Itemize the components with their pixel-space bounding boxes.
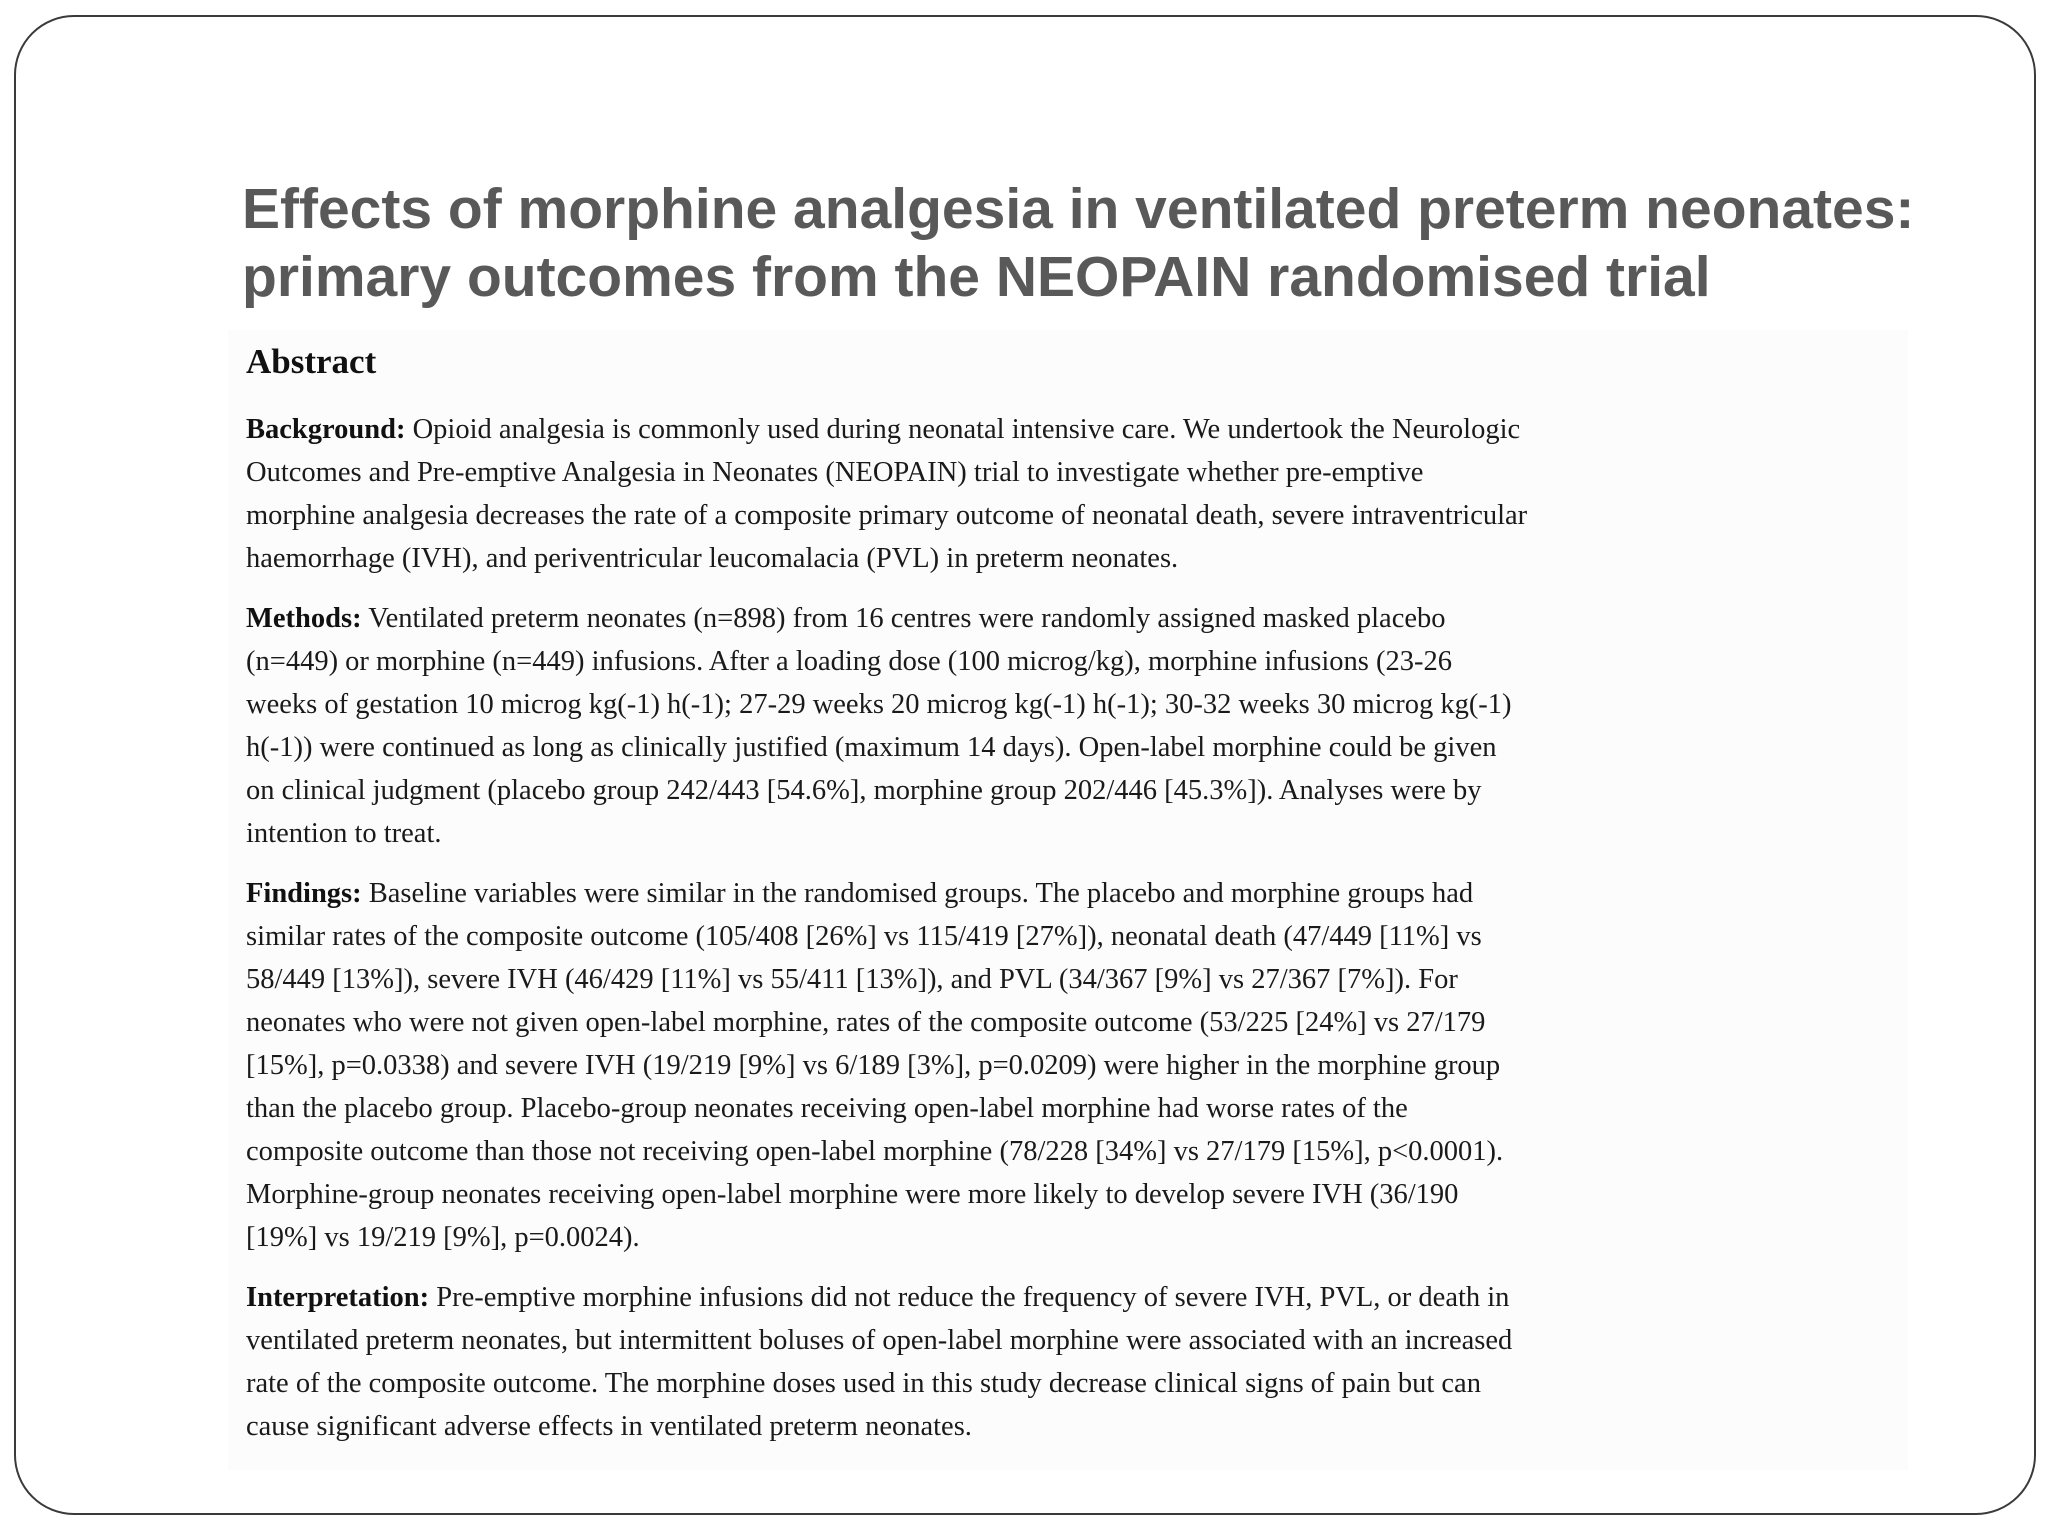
abstract-line: [15%], p=0.0338) and severe IVH (19/219 [9%] vs 6/189 [3%], p=0.0209) were higher in the morphine group (246, 1050, 1501, 1081)
abstract-line: ventilated preterm neonates, but intermittent boluses of open-label morphine were associated with an increased (246, 1325, 1513, 1356)
abstract-line: morphine analgesia decreases the rate of a composite primary outcome of neonatal death, severe intraventricular (246, 500, 1528, 531)
abstract-line: rate of the composite outcome. The morphine doses used in this study decrease clinical signs of pain but can (246, 1368, 1481, 1399)
abstract-line: Morphine-group neonates receiving open-label morphine were more likely to develop severe IVH (36/190 (246, 1179, 1459, 1210)
abstract-body (246, 340, 1906, 1465)
abstract-line: haemorrhage (IVH), and periventricular leucomalacia (PVL) in preterm neonates. (246, 543, 1179, 574)
section-label-methods: Methods: (246, 603, 362, 634)
abstract-line: composite outcome than those not receiving open-label morphine (78/228 [34%] vs 27/179 [15%], p<0.0001). (246, 1136, 1504, 1167)
section-label-findings: Findings: (246, 878, 362, 909)
abstract-line: on clinical judgment (placebo group 242/443 [54.6%], morphine group 202/446 [45.3%]). Analyses were by (246, 775, 1482, 806)
abstract-section-methods (246, 597, 1906, 855)
abstract-line (246, 597, 1906, 640)
abstract-line: (n=449) or morphine (n=449) infusions. After a loading dose (100 microg/kg), morphine infusions (23-26 (246, 646, 1452, 677)
slide-title (242, 175, 2002, 311)
abstract-heading: Abstract (246, 342, 377, 381)
abstract-section-background (246, 408, 1906, 580)
section-label-interpretation: Interpretation: (246, 1282, 430, 1313)
slide-title-line: primary outcomes from the NEOPAIN randomised trial (242, 245, 1711, 309)
slide-title-line: Effects of morphine analgesia in ventilated preterm neonates: (242, 177, 1915, 241)
abstract-line: neonates who were not given open-label morphine, rates of the composite outcome (53/225 [24%] vs 27/179 (246, 1007, 1486, 1038)
abstract-line: 58/449 [13%]), severe IVH (46/429 [11%] vs 55/411 [13%]), and PVL (34/367 [9%] vs 27/367 [7%]). For (246, 964, 1458, 995)
section-text: Opioid analgesia is commonly used during neonatal intensive care. We undertook the Neurologic (405, 414, 1521, 445)
abstract-line: Outcomes and Pre-emptive Analgesia in Neonates (NEOPAIN) trial to investigate whether pre-emptive (246, 457, 1424, 488)
abstract-line: h(-1)) were continued as long as clinically justified (maximum 14 days). Open-label morphine could be given (246, 732, 1497, 763)
section-text: Pre-emptive morphine infusions did not reduce the frequency of severe IVH, PVL, or death in (429, 1282, 1510, 1313)
abstract-line: intention to treat. (246, 818, 442, 849)
abstract-line: cause significant adverse effects in ventilated preterm neonates. (246, 1411, 972, 1442)
abstract-line (246, 872, 1906, 915)
abstract-screenshot (228, 330, 1908, 1470)
abstract-line: than the placebo group. Placebo-group neonates receiving open-label morphine had worse rates of the (246, 1093, 1408, 1124)
abstract-section-findings (246, 872, 1906, 1259)
abstract-line (246, 1276, 1906, 1319)
abstract-line: weeks of gestation 10 microg kg(-1) h(-1); 27-29 weeks 20 microg kg(-1) h(-1); 30-32 weeks 30 microg kg(-1) (246, 689, 1512, 720)
section-text: Baseline variables were similar in the randomised groups. The placebo and morphine groups had (361, 878, 1474, 909)
abstract-section-interpretation (246, 1276, 1906, 1448)
abstract-line: similar rates of the composite outcome (105/408 [26%] vs 115/419 [27%]), neonatal death (47/449 [11%] vs (246, 921, 1482, 952)
section-text: Ventilated preterm neonates (n=898) from 16 centres were randomly assigned masked placebo (361, 603, 1446, 634)
abstract-line (246, 408, 1906, 451)
section-label-background: Background: (246, 414, 406, 445)
abstract-line: [19%] vs 19/219 [9%], p=0.0024). (246, 1222, 640, 1253)
